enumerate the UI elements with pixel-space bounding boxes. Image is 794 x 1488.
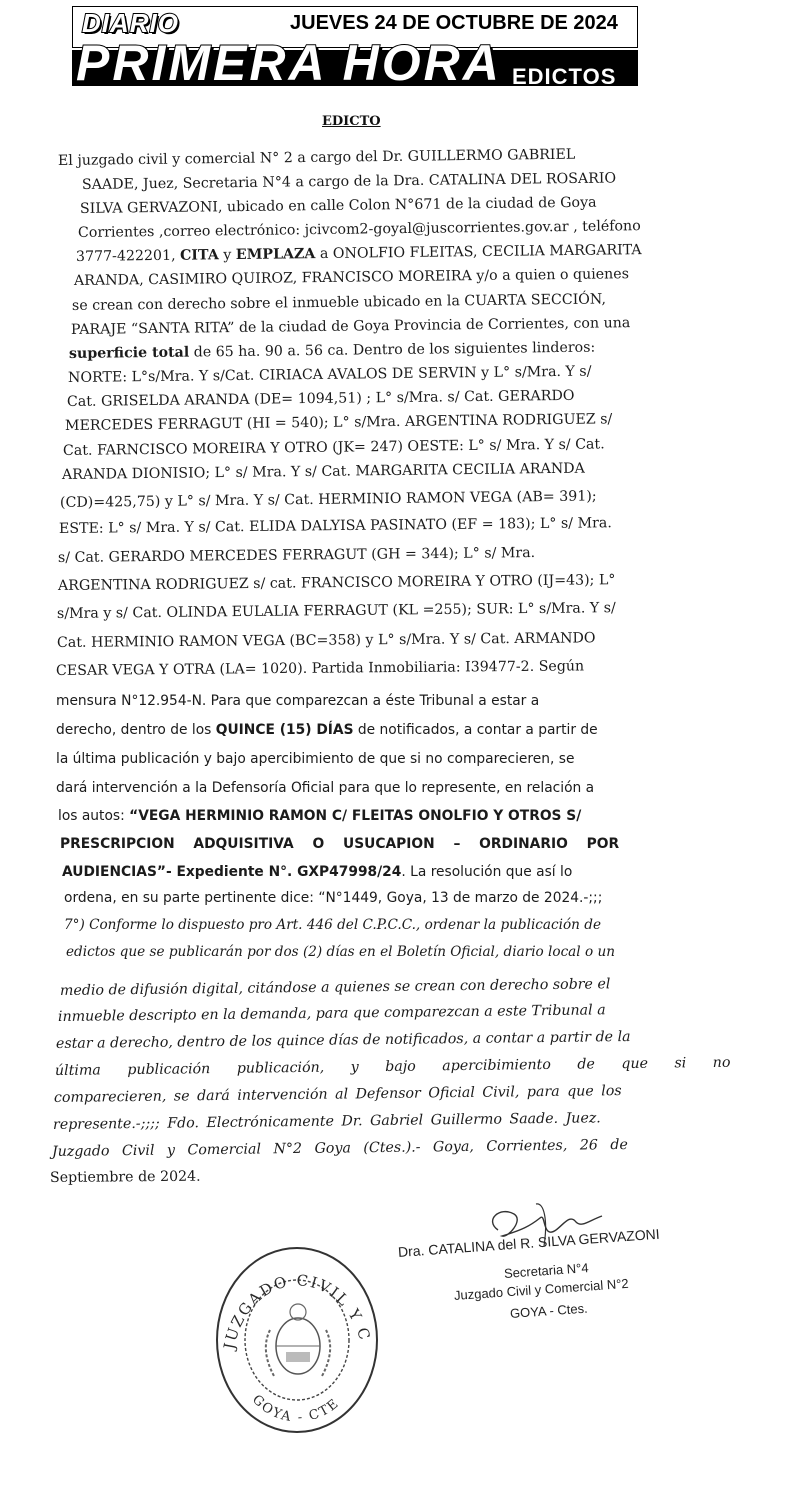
text-bold: “VEGA HERMINIO RAMON C/ FLEITAS ONOLFIO Y OTROS S/ <box>129 808 582 824</box>
signatory-city: GOYA - Ctes. <box>509 1300 589 1321</box>
text-line: represente.-;;;; Fdo. Electrónicamente Dr. Gabriel Guillermo Saade. Juez. <box>52 1110 601 1133</box>
seal-text-top: JUZGADO CIVIL Y C <box>220 1271 375 1351</box>
text-line: PRESCRIPCION ADQUISITIVA O USUCAPION – ORDINARIO POR <box>60 836 620 852</box>
text-bold: QUINCE (15) DÍAS <box>215 722 354 738</box>
signatory-role: Secretaria N°4 <box>503 1260 590 1281</box>
text-line: estar a derecho, dentro de los quince días de notificados, a contar a partir de la <box>55 1028 631 1052</box>
text-line: ordena, en su parte pertinente dice: “N°1449, Goya, 13 de marzo de 2024.-;;; <box>64 890 603 906</box>
seal-text-bottom: GOYA - CTE <box>248 1392 343 1426</box>
signature-block <box>398 1200 718 1340</box>
text-line: medio de difusión digital, citándose a quienes se crean con derecho sobre el <box>59 976 611 999</box>
text-line: Cat. HERMINIO RAMON VEGA (BC=358) y L° s/Mra. Y s/ Cat. ARMANDO <box>56 630 596 651</box>
text-line: Juzgado Civil y Comercial N°2 Goya (Ctes.).- Goya, Corrientes, 26 de <box>51 1136 628 1160</box>
text-run: y <box>218 247 236 264</box>
text-line: última publicación publicación, y bajo apercibimiento de que si no <box>54 1054 731 1079</box>
text-bold: AUDIENCIAS”- Expediente N°. GXP47998/24 <box>62 864 402 880</box>
text-run: de 65 ha. 90 a. 56 ca. Dentro de los siguientes linderos: <box>189 339 596 361</box>
text-run: derecho, dentro de los <box>56 722 216 738</box>
text-line: comparecieren, se dará intervención al Defensor Oficial Civil, para que los <box>53 1083 622 1106</box>
text-line: mensura N°12.954-N. Para que comparezcan a éste Tribunal a estar a <box>56 693 540 709</box>
text-line: CESAR VEGA Y OTRA (LA= 1020). Partida Inmobiliaria: I39477-2. Según <box>55 658 585 679</box>
seal-stamp-icon <box>212 1240 382 1436</box>
document-title: EDICTO <box>322 114 381 129</box>
text-line: s/Mra y s/ Cat. OLINDA EULALIA FERRAGUT (KL =255); SUR: L° s/Mra. Y s/ <box>56 600 616 622</box>
text-bold: superficie total <box>68 344 190 362</box>
court-seal <box>212 1240 382 1436</box>
newspaper-masthead <box>72 6 638 91</box>
text-bold: CITA <box>179 247 219 264</box>
text-line: Corrientes ,correo electrónico: jcivcom2-goyal@juscorrientes.gov.ar , teléfono <box>77 218 641 241</box>
text-line: SAADE, Juez, Secretaria N°4 a cargo de la Dra. CATALINA DEL ROSARIO <box>81 170 617 193</box>
text-line <box>62 864 572 880</box>
text-line: la última publicación y bajo apercibimiento de que si no comparecieren, se <box>56 751 575 767</box>
text-line: Cat. FARNCISCO MOREIRA Y OTRO (JK= 247) OESTE: L° s/ Mra. Y s/ Cat. <box>62 436 605 459</box>
text-run: a ONOLFIO FLEITAS, CECILIA MARGARITA <box>315 242 642 263</box>
text-line <box>56 722 598 738</box>
svg-text:JUZGADO CIVIL Y COMERCIAL N°2 <box>212 1240 374 1353</box>
signatory-name: Dra. CATALINA del R. SILVA GERVAZONI <box>397 1225 661 1260</box>
brand-name-top: DIARIO <box>82 8 179 38</box>
issue-date: JUEVES 24 DE OCTUBRE DE 2024 <box>290 12 618 34</box>
signatory-court: Juzgado Civil y Comercial N°2 <box>453 1275 630 1303</box>
text-line: ARANDA DIONISIO; L° s/ Mra. Y s/ Cat. MARGARITA CECILIA ARANDA <box>61 460 585 483</box>
text-line: ESTE: L° s/ Mra. Y s/ Cat. ELIDA DALYISA PASINATO (EF = 183); L° s/ Mra. <box>58 515 612 537</box>
text-line: ARANDA, CASIMIRO QUIROZ, FRANCISCO MOREIRA y/o a quien o quienes <box>73 266 630 289</box>
text-bold: EMPLAZA <box>235 246 316 264</box>
text-line: (CD)=425,75) y L° s/ Mra. Y s/ Cat. HERMINIO RAMON VEGA (AB= 391); <box>59 488 597 511</box>
text-line: se crean con derecho sobre el inmueble ubicado en la CUARTA SECCIÓN, <box>71 291 607 314</box>
text-line <box>76 242 642 265</box>
text-line: s/ Cat. GERARDO MERCEDES FERRAGUT (GH = 344); L° s/ Mra. <box>57 545 536 566</box>
text-run: de notificados, a contar a partir de <box>353 722 598 738</box>
text-line: El juzgado civil y comercial N° 2 a cargo del Dr. GUILLERMO GABRIEL <box>57 146 576 169</box>
brand-name-bottom: PRIMERA HORA <box>76 35 502 91</box>
text-line: MERCEDES FERRAGUT (HI = 540); L° s/Mra. ARGENTINA RODRIGUEZ s/ <box>64 411 613 434</box>
text-line: inmueble descripto en la demanda, para que comparezcan a este Tribunal a <box>57 1002 606 1025</box>
text-line: dará intervención a la Defensoría Oficial para que lo represente, en relación a <box>56 780 595 796</box>
text-line <box>69 340 595 362</box>
text-line: ARGENTINA RODRIGUEZ s/ cat. FRANCISCO MOREIRA Y OTRO (IJ=43); L° <box>57 572 616 594</box>
text-line: 7°) Conforme lo dispuesto pro Art. 446 del C.P.C.C., ordenar la publicación de <box>64 917 601 933</box>
text-line: Septiembre de 2024. <box>49 1168 201 1186</box>
text-line: edictos que se publicarán por dos (2) días en el Boletín Oficial, diario local o un <box>66 944 615 960</box>
text-line: Cat. GRISELDA ARANDA (DE= 1094,51) ; L° s/Mra. s/ Cat. GERARDO <box>66 387 575 410</box>
text-line: SILVA GERVAZONI, ubicado en calle Colon N°671 de la ciudad de Goya <box>79 194 597 217</box>
text-run: . La resolución que así lo <box>401 864 573 880</box>
text-run: 3777-422201, <box>75 247 181 265</box>
section-label: EDICTOS <box>512 64 617 86</box>
text-line: NORTE: L°s/Mra. Y s/Cat. CIRIACA AVALOS DE SERVIN y L° s/Mra. Y s/ <box>67 363 592 386</box>
text-line <box>58 808 581 824</box>
text-line: PARAJE “SANTA RITA” de la ciudad de Goya Provincia de Corrientes, con una <box>70 315 631 338</box>
text-run: los autos: <box>58 808 130 824</box>
